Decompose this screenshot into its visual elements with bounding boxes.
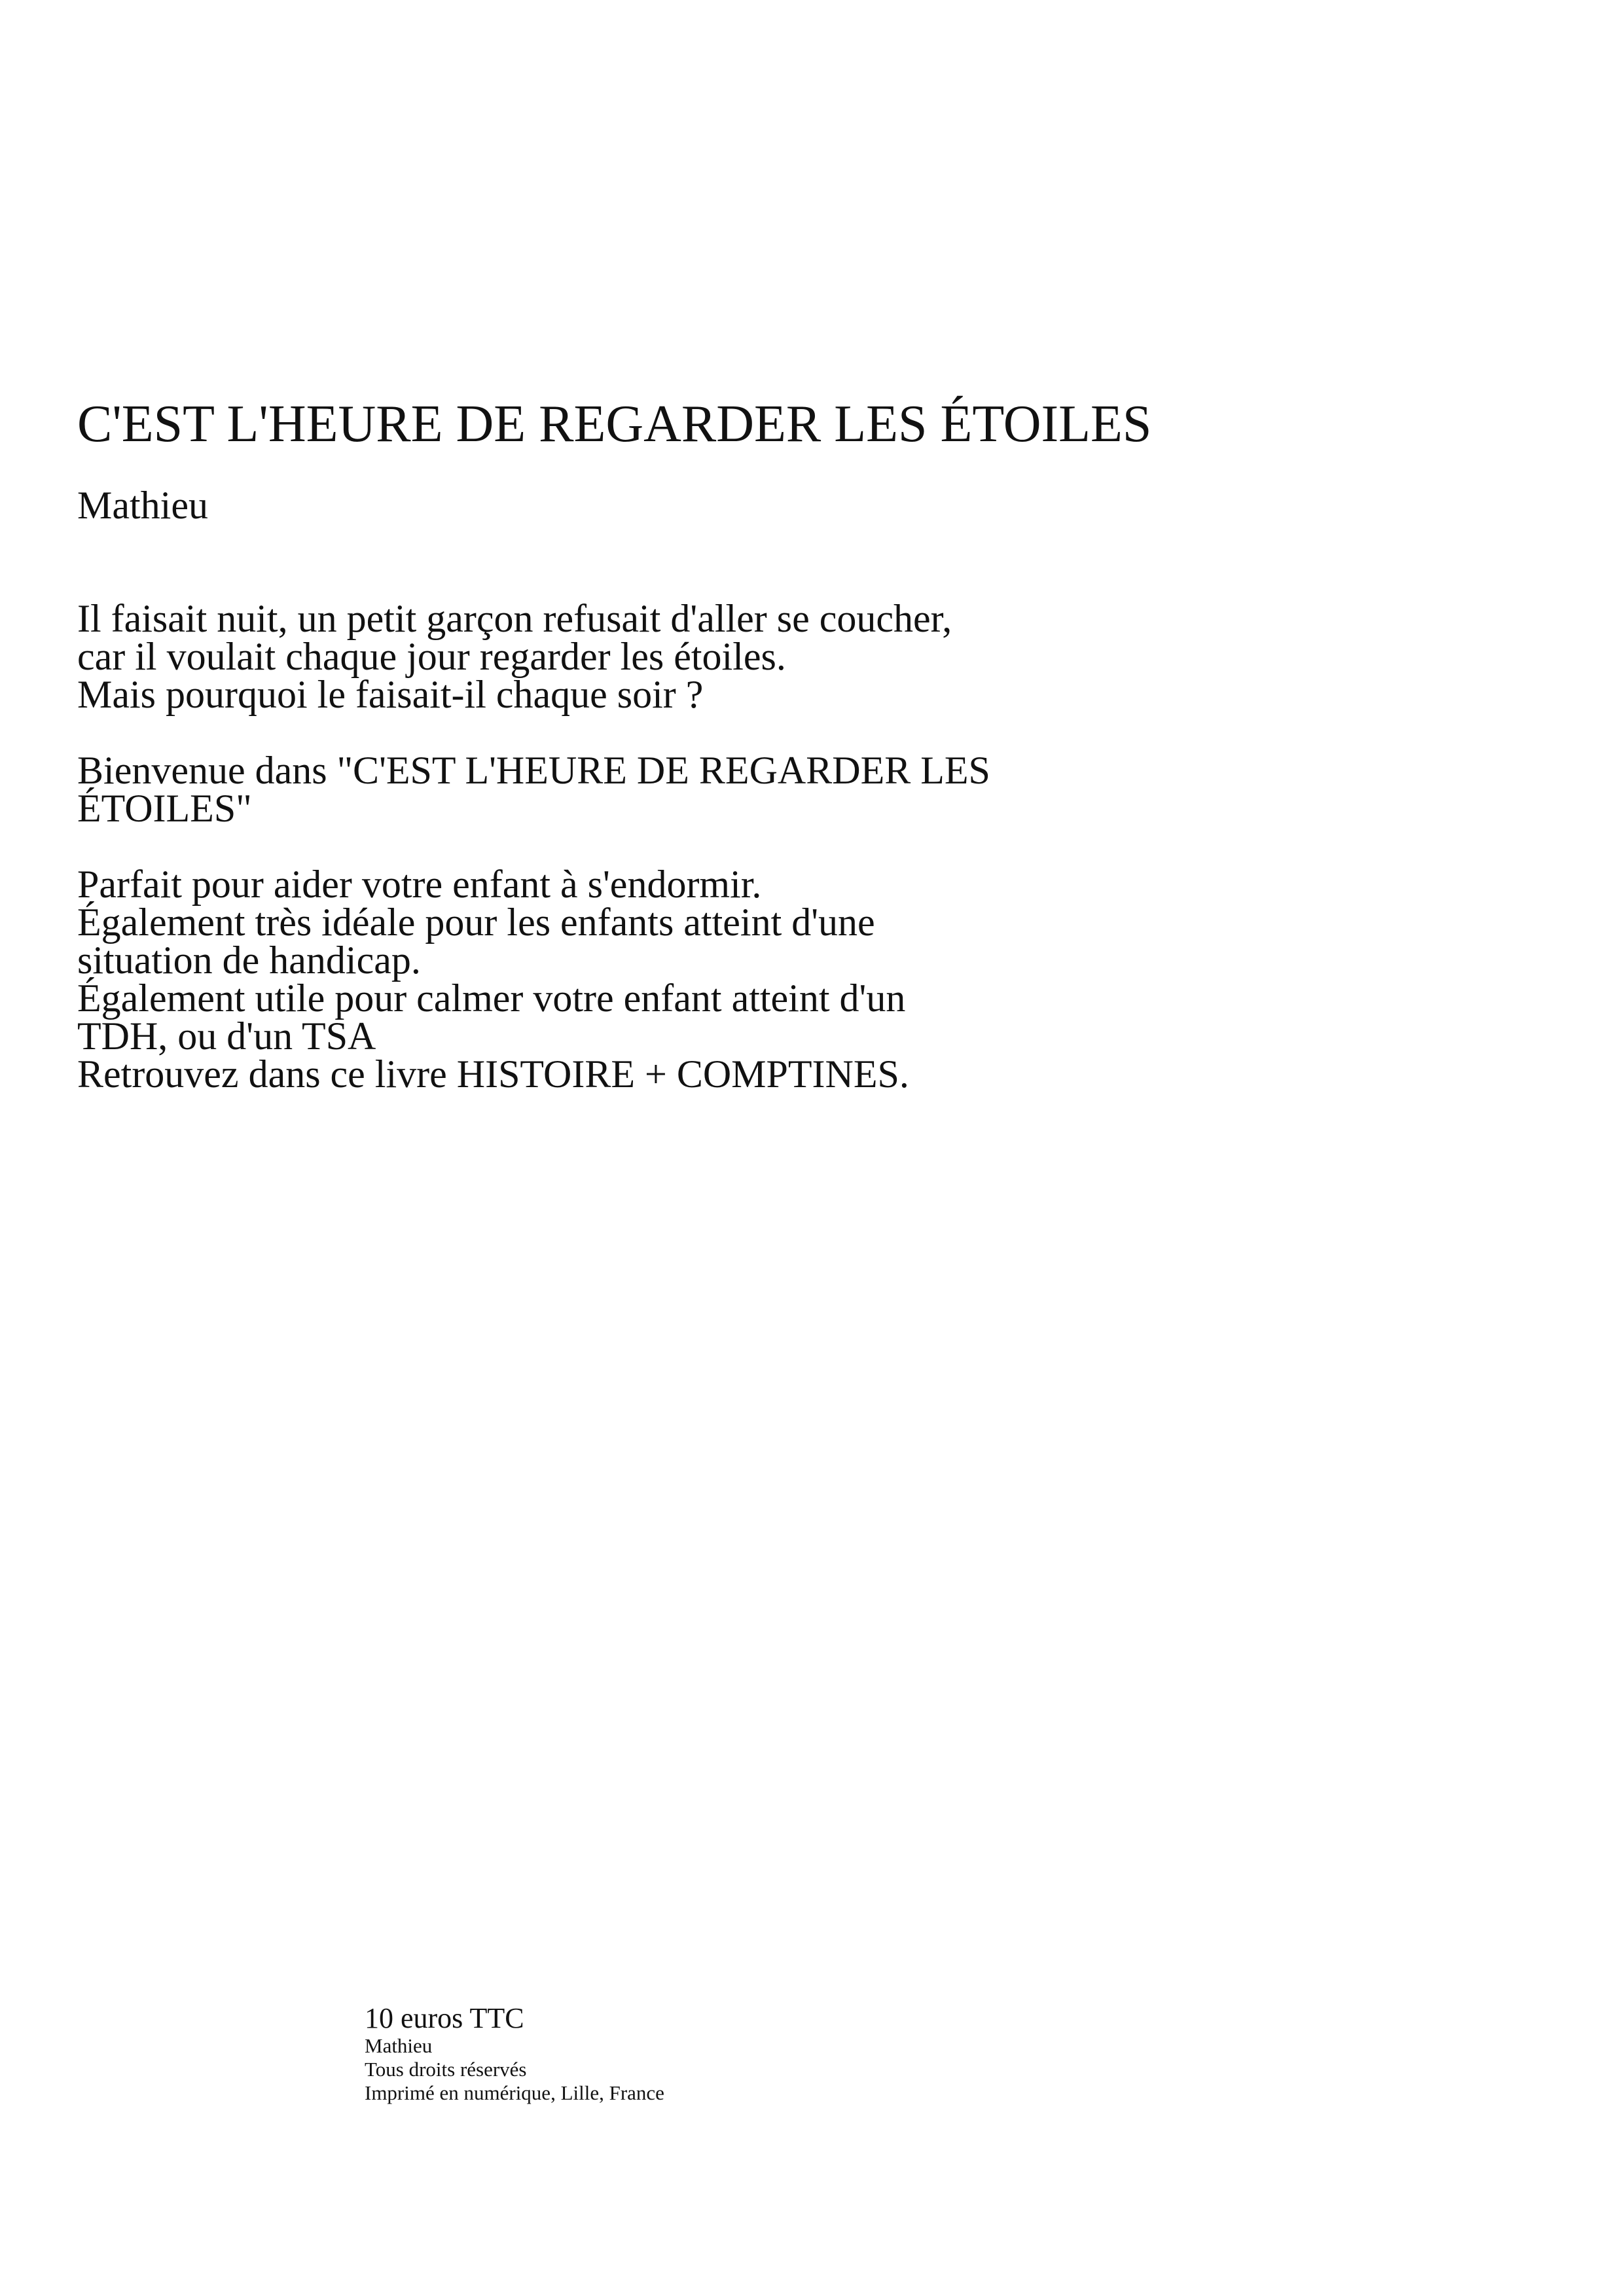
blurb-line: Mais pourquoi le faisait-il chaque soir ? xyxy=(77,673,704,716)
blurb-line: Parfait pour aider votre enfant à s'endormir. xyxy=(77,863,762,906)
blurb-paragraph-1 xyxy=(77,597,1321,716)
blurb-line: TDH, ou d'un TSA xyxy=(77,1014,376,1058)
author-name: Mathieu xyxy=(77,484,208,527)
blurb-line: Il faisait nuit, un petit garçon refusait d'aller se coucher, xyxy=(77,597,952,640)
blurb-line: Retrouvez dans ce livre HISTOIRE + COMPTINES. xyxy=(77,1052,909,1096)
back-cover-blurb xyxy=(77,597,1321,1131)
blurb-paragraph-2 xyxy=(77,749,1321,830)
blurb-line: Également très idéale pour les enfants atteint d'une xyxy=(77,901,875,944)
blurb-line: car il voulait chaque jour regarder les étoiles. xyxy=(77,635,786,678)
blurb-line: ÉTOILES" xyxy=(77,787,252,830)
blurb-line: Bienvenue dans "C'EST L'HEURE DE REGARDER LES xyxy=(77,749,990,792)
price-label: 10 euros TTC xyxy=(365,2002,524,2034)
blurb-line: situation de handicap. xyxy=(77,939,421,982)
blurb-paragraph-3 xyxy=(77,863,1321,1096)
print-info: Imprimé en numérique, Lille, France xyxy=(365,2081,664,2104)
book-title: C'EST L'HEURE DE REGARDER LES ÉTOILES xyxy=(77,395,1152,453)
colophon xyxy=(365,2003,664,2105)
blurb-line: Également utile pour calmer votre enfant atteint d'un xyxy=(77,977,906,1020)
colophon-author: Mathieu xyxy=(365,2034,433,2057)
rights-notice: Tous droits réservés xyxy=(365,2058,527,2081)
